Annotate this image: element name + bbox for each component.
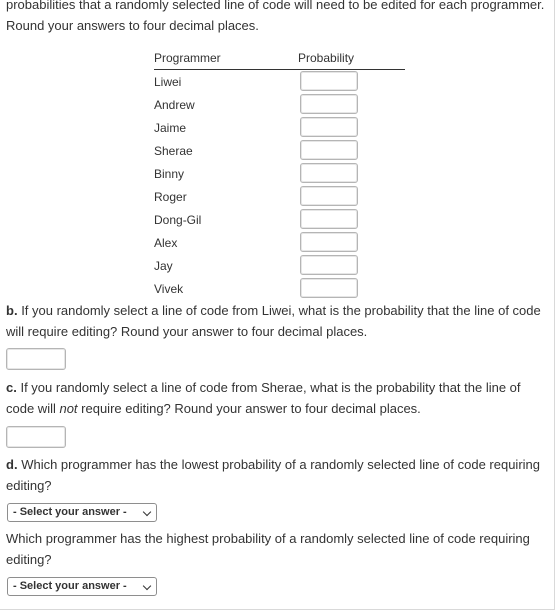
row-name-sherae: Sherae (154, 144, 193, 158)
probability-input-vivek[interactable] (300, 278, 358, 298)
part-d-text: Which programmer has the lowest probability of a randomly selected line of code requiring editing? (6, 457, 541, 493)
chevron-down-icon (143, 508, 151, 516)
part-c-text-after: require editing? Round your answer to four decimal places. (77, 401, 421, 416)
highest-probability-question: Which programmer has the highest probability of a randomly selected line of code requiring editing? (6, 531, 530, 567)
part-d-label: d. (6, 457, 18, 472)
part-c-emphasis: not (59, 401, 78, 416)
part-c-text-before: If you randomly select a line of code from Sherae, what is the probability that the line of code will (6, 380, 521, 416)
row-name-dong-gil: Dong-Gil (154, 213, 202, 227)
row-name-jaime: Jaime (154, 121, 187, 135)
table-header-rule (154, 69, 405, 70)
probability-input-liwei[interactable] (300, 71, 358, 91)
part-b-label: b. (6, 303, 18, 318)
row-name-roger: Roger (154, 190, 187, 204)
part-c-label: c. (6, 380, 17, 395)
part-b-question (6, 300, 551, 342)
part-b-answer-input[interactable] (6, 348, 66, 370)
part-c-question (6, 377, 551, 419)
row-name-andrew: Andrew (154, 98, 195, 112)
part-d-question (6, 454, 551, 496)
row-name-binny: Binny (154, 167, 185, 181)
highest-probability-select-label: - Select your answer - (13, 580, 127, 592)
chevron-down-icon (143, 582, 151, 590)
lowest-probability-select-label: - Select your answer - (13, 506, 127, 518)
probability-input-binny[interactable] (300, 163, 358, 183)
row-name-liwei: Liwei (154, 75, 182, 89)
probability-input-dong-gil[interactable] (300, 209, 358, 229)
probability-column-header: Probability (298, 51, 355, 65)
highest-probability-select[interactable] (7, 577, 157, 596)
probability-input-jaime[interactable] (300, 117, 358, 137)
probability-input-jay[interactable] (300, 255, 358, 275)
probability-input-andrew[interactable] (300, 94, 358, 114)
row-name-vivek: Vivek (154, 282, 184, 296)
row-name-alex: Alex (154, 236, 178, 250)
probability-input-roger[interactable] (300, 186, 358, 206)
part-c-answer-input[interactable] (6, 426, 66, 448)
programmer-column-header: Programmer (154, 51, 221, 65)
probability-input-sherae[interactable] (300, 140, 358, 160)
row-name-jay: Jay (154, 259, 173, 273)
lowest-probability-select[interactable] (7, 503, 157, 522)
probability-input-alex[interactable] (300, 232, 358, 252)
intro-text: probabilities that a randomly selected line of code will need to be edited for each programmer. Round your answers to four decimal places. (6, 0, 545, 33)
part-b-text: If you randomly select a line of code from Liwei, what is the probability that the line of code will require editing? Round your answer to four decimal places. (6, 303, 541, 339)
